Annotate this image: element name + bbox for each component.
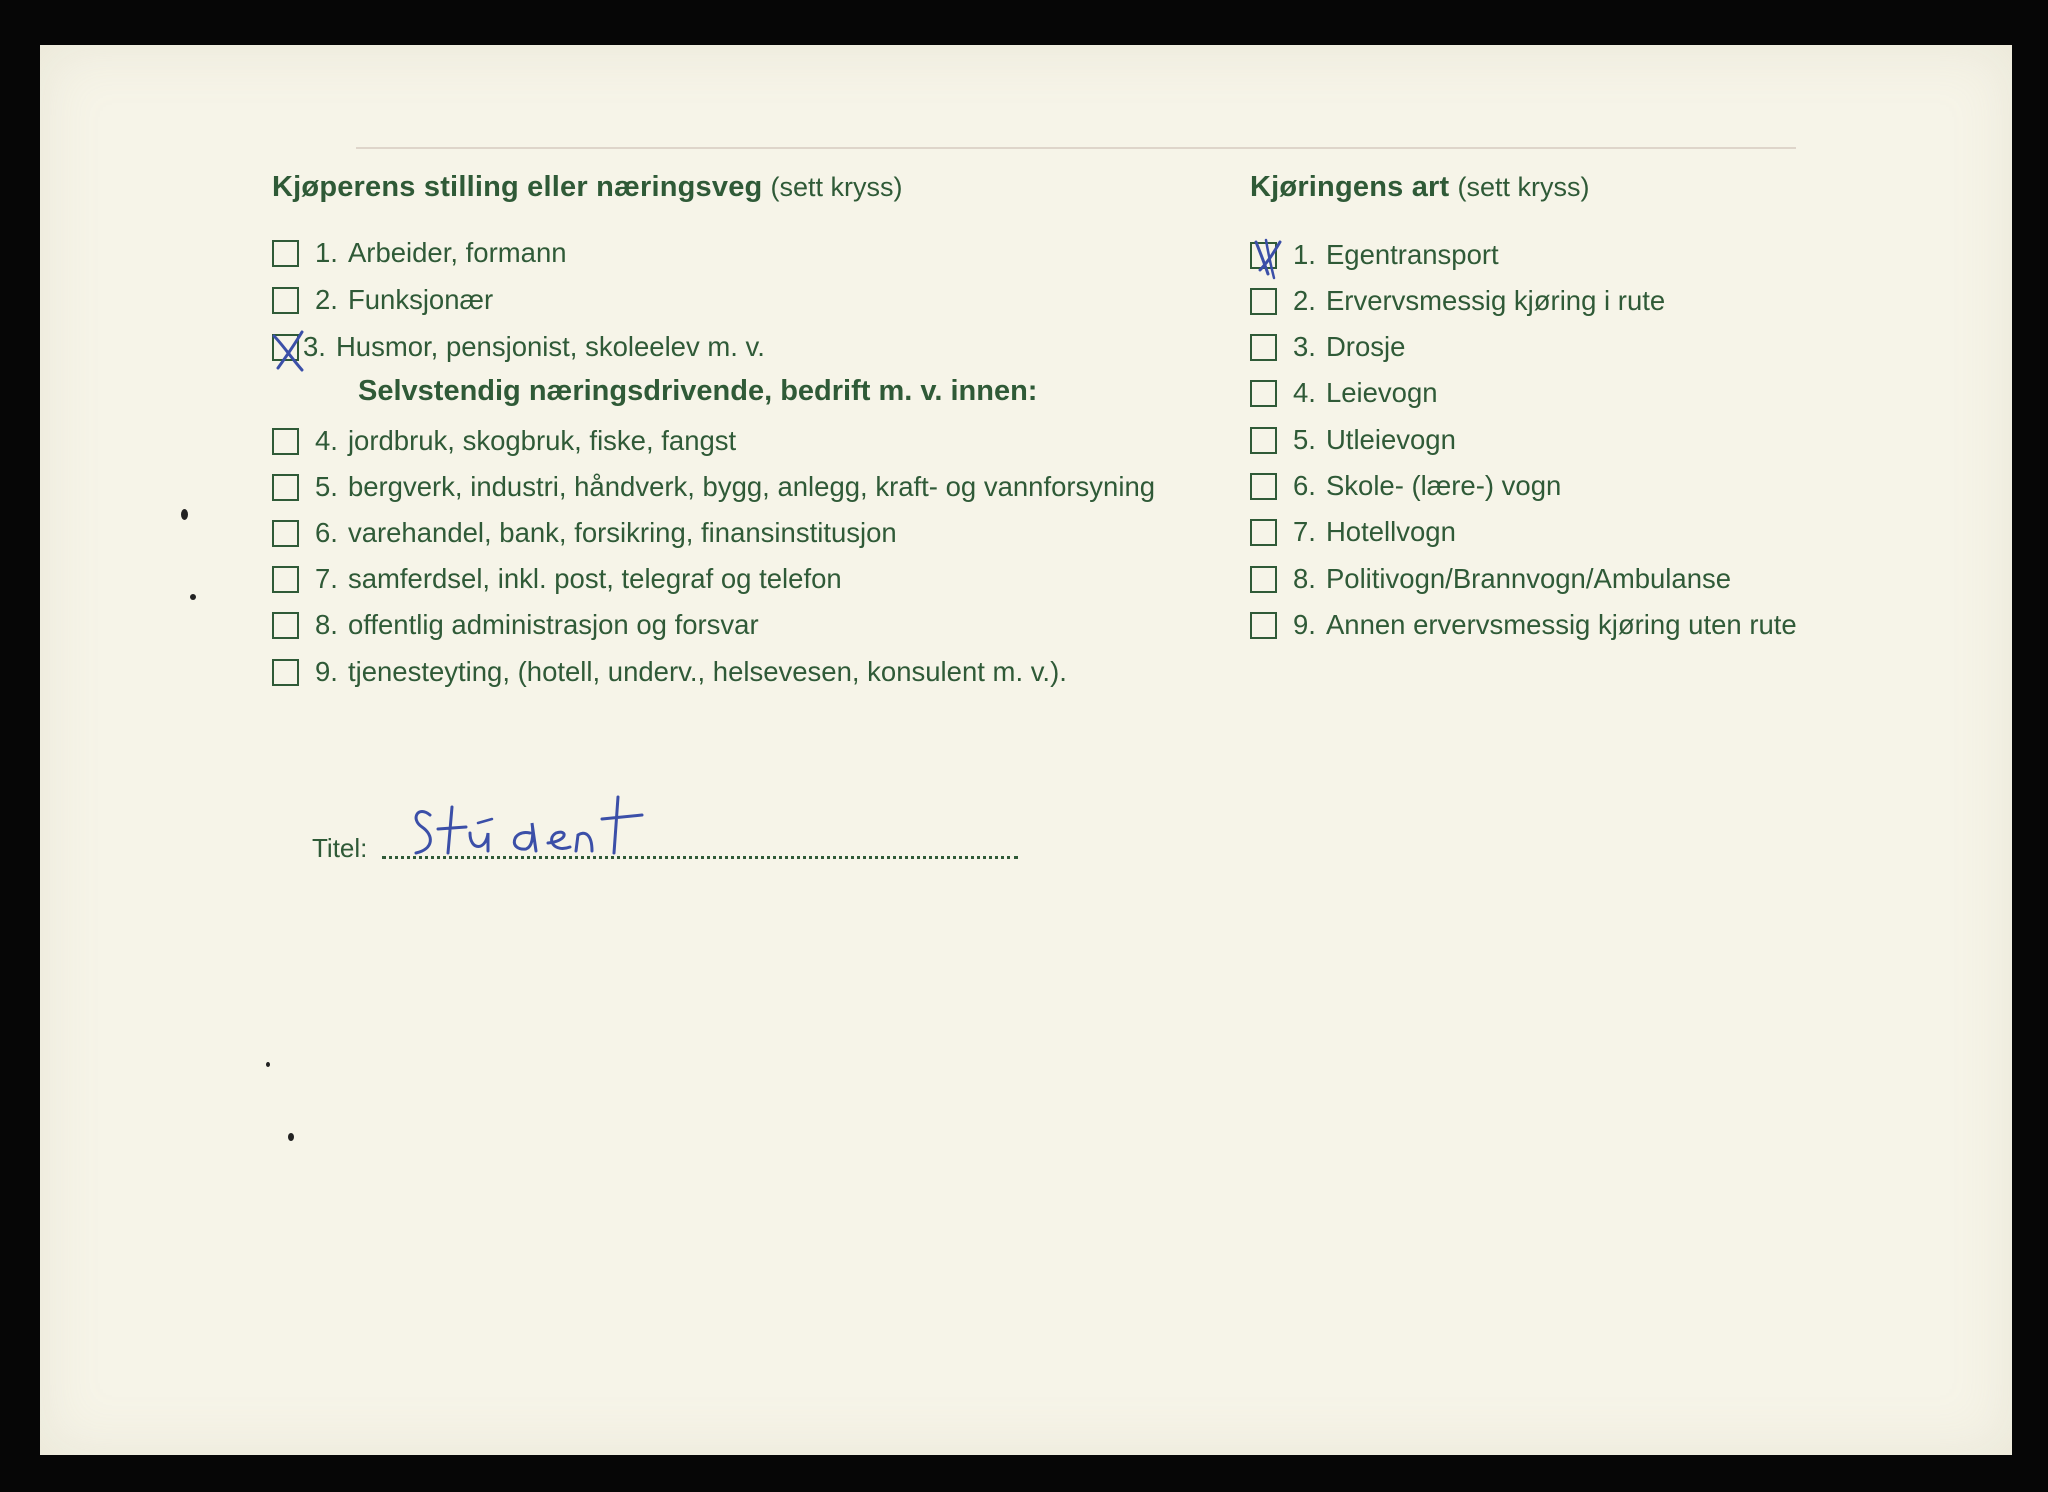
- item-label: jordbruk, skogbruk, fiske, fangst: [347, 425, 737, 456]
- item-number: 4.: [315, 425, 338, 456]
- item-label: Leievogn: [1325, 377, 1438, 408]
- checkbox[interactable]: [1250, 612, 1277, 639]
- item-number: 9.: [1293, 609, 1316, 640]
- right-item-6: [1250, 466, 1561, 506]
- item-number: 5.: [1293, 424, 1316, 455]
- checkbox[interactable]: [272, 520, 299, 547]
- item-label: Arbeider, formann: [347, 237, 567, 268]
- left-item-4: [272, 421, 736, 461]
- item-number: 2.: [1293, 285, 1316, 316]
- right-item-9: [1250, 605, 1797, 645]
- item-number: 2.: [315, 284, 338, 315]
- left-item-5: [272, 467, 1155, 507]
- faint-rule: [356, 147, 1796, 149]
- checkbox[interactable]: [272, 566, 299, 593]
- left-section-heading: [272, 171, 903, 204]
- item-number: 1.: [315, 237, 338, 268]
- cross-mark-icon: [1246, 236, 1290, 280]
- item-number: 9.: [315, 656, 338, 687]
- checkbox[interactable]: [1250, 334, 1277, 361]
- item-number: 6.: [1293, 470, 1316, 501]
- left-item-2: [272, 280, 493, 320]
- checkbox-checked[interactable]: [272, 334, 299, 361]
- right-item-2: [1250, 281, 1665, 321]
- item-label: tjenesteyting, (hotell, underv., helsevesen, konsulent m. v.).: [347, 656, 1067, 687]
- checkbox[interactable]: [272, 428, 299, 455]
- checkbox[interactable]: [1250, 288, 1277, 315]
- speck: [181, 509, 188, 520]
- left-item-8: [272, 605, 759, 645]
- item-label: bergverk, industri, håndverk, bygg, anlegg, kraft- og vannforsyning: [347, 471, 1156, 502]
- right-section-title: Kjøringens art: [1250, 171, 1450, 203]
- checkbox[interactable]: [272, 240, 299, 267]
- checkbox[interactable]: [272, 287, 299, 314]
- right-item-3: [1250, 327, 1405, 367]
- item-label: Politivogn/Brannvogn/Ambulanse: [1325, 563, 1732, 594]
- item-number: 8.: [1293, 563, 1316, 594]
- item-label: Annen ervervsmessig kjøring uten rute: [1325, 609, 1797, 640]
- cross-mark-icon: [268, 328, 312, 372]
- item-number: 7.: [1293, 516, 1316, 547]
- checkbox-checked[interactable]: [1250, 242, 1277, 269]
- left-section-note: (sett kryss): [770, 172, 903, 202]
- checkbox[interactable]: [1250, 427, 1277, 454]
- speck: [190, 594, 196, 600]
- item-label: Skole- (lære-) vogn: [1325, 470, 1562, 501]
- item-number: 6.: [315, 517, 338, 548]
- item-number: 5.: [315, 471, 338, 502]
- left-item-3: [272, 327, 765, 367]
- left-item-7: [272, 559, 842, 599]
- left-subheading: Selvstendig næringsdrivende, bedrift m. v. innen:: [358, 375, 1038, 407]
- item-label: Utleievogn: [1325, 424, 1456, 455]
- item-number: 3.: [303, 331, 326, 362]
- titel-label: Titel:: [312, 833, 368, 863]
- form-card: [40, 45, 2012, 1455]
- right-item-8: [1250, 559, 1731, 599]
- left-item-9: [272, 652, 1067, 692]
- right-item-7: [1250, 512, 1456, 552]
- right-item-4: [1250, 373, 1438, 413]
- checkbox[interactable]: [1250, 566, 1277, 593]
- item-label: Egentransport: [1325, 239, 1499, 270]
- left-item-6: [272, 513, 897, 553]
- item-number: 7.: [315, 563, 338, 594]
- item-label: Husmor, pensjonist, skoleelev m. v.: [335, 331, 765, 362]
- right-item-1: [1250, 235, 1499, 275]
- right-item-5: [1250, 420, 1456, 460]
- item-number: 1.: [1293, 239, 1316, 270]
- item-number: 3.: [1293, 331, 1316, 362]
- left-item-1: [272, 233, 567, 273]
- item-label: Hotellvogn: [1325, 516, 1456, 547]
- item-label: samferdsel, inkl. post, telegraf og telefon: [347, 563, 842, 594]
- titel-handwritten-value[interactable]: [408, 793, 708, 863]
- item-label: Ervervsmessig kjøring i rute: [1325, 285, 1666, 316]
- speck: [266, 1062, 270, 1067]
- item-number: 8.: [315, 609, 338, 640]
- checkbox[interactable]: [1250, 519, 1277, 546]
- item-label: Drosje: [1325, 331, 1406, 362]
- item-label: Funksjonær: [347, 284, 494, 315]
- item-label: varehandel, bank, forsikring, finansinstitusjon: [347, 517, 897, 548]
- item-number: 4.: [1293, 377, 1316, 408]
- checkbox[interactable]: [1250, 473, 1277, 500]
- checkbox[interactable]: [1250, 380, 1277, 407]
- right-section-heading: [1250, 171, 1589, 204]
- right-section-note: (sett kryss): [1457, 172, 1590, 202]
- item-label: offentlig administrasjon og forsvar: [347, 609, 759, 640]
- checkbox[interactable]: [272, 659, 299, 686]
- left-section-title: Kjøperens stilling eller næringsveg: [272, 171, 763, 203]
- checkbox[interactable]: [272, 474, 299, 501]
- checkbox[interactable]: [272, 612, 299, 639]
- speck: [288, 1133, 294, 1141]
